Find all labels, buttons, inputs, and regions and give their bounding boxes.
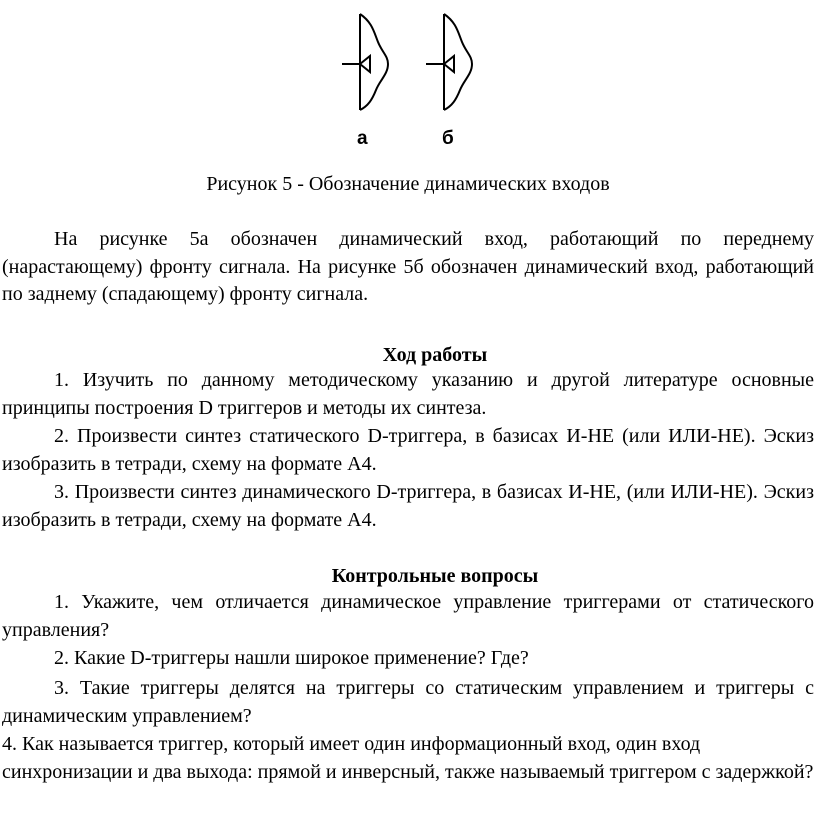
dynamic-input-figure — [330, 8, 490, 150]
intro-paragraph: На рисунке 5а обозначен динамический вход, работающий по переднему (нарастающему) фронту сигнала. На рисунке 5б обозначен динамический вход, работающий по заднему (спадающему) фронту сигнала. — [2, 228, 814, 305]
dynamic-input-symbol-b — [426, 14, 472, 110]
question-item: 1. Укажите, чем отличается динамическое управление триггерами от статического управления? — [2, 591, 814, 641]
questions-heading: Контрольные вопросы — [331, 565, 539, 587]
work-item: 2. Произвести синтез статического D-триггера, в базисах И-НЕ (или ИЛИ-НЕ). Эскиз изобразить в тетради, схему на формате А4. — [2, 425, 814, 475]
question-item: 4. Как называется триггер, который имеет один информационный вход, один вход синхронизации и два выхода: прямой и инверсный, также называемый триггером с задержкой? — [2, 733, 814, 783]
work-item: 3. Произвести синтез динамического D-триггера, в базисах И-НЕ, (или ИЛИ-НЕ). Эскиз изобразить в тетради, схему на формате А4. — [2, 481, 814, 531]
figure-label-a: а — [357, 128, 368, 149]
figure-label-b: б — [442, 128, 454, 149]
work-heading: Ход работы — [382, 344, 488, 366]
dynamic-input-symbols — [330, 8, 490, 128]
dynamic-input-symbol-a — [342, 14, 388, 110]
work-item: 1. Изучить по данному методическому указанию и другой литературе основные принципы построения D триггеров и методы их синтеза. — [2, 369, 814, 419]
figure-caption: Рисунок 5 - Обозначение динамических входов — [206, 173, 610, 195]
question-item: 2. Какие D-триггеры нашли широкое применение? Где? — [54, 647, 529, 669]
question-item: 3. Такие триггеры делятся на триггеры со статическим управлением и триггеры с динамическим управлением? — [2, 677, 814, 727]
